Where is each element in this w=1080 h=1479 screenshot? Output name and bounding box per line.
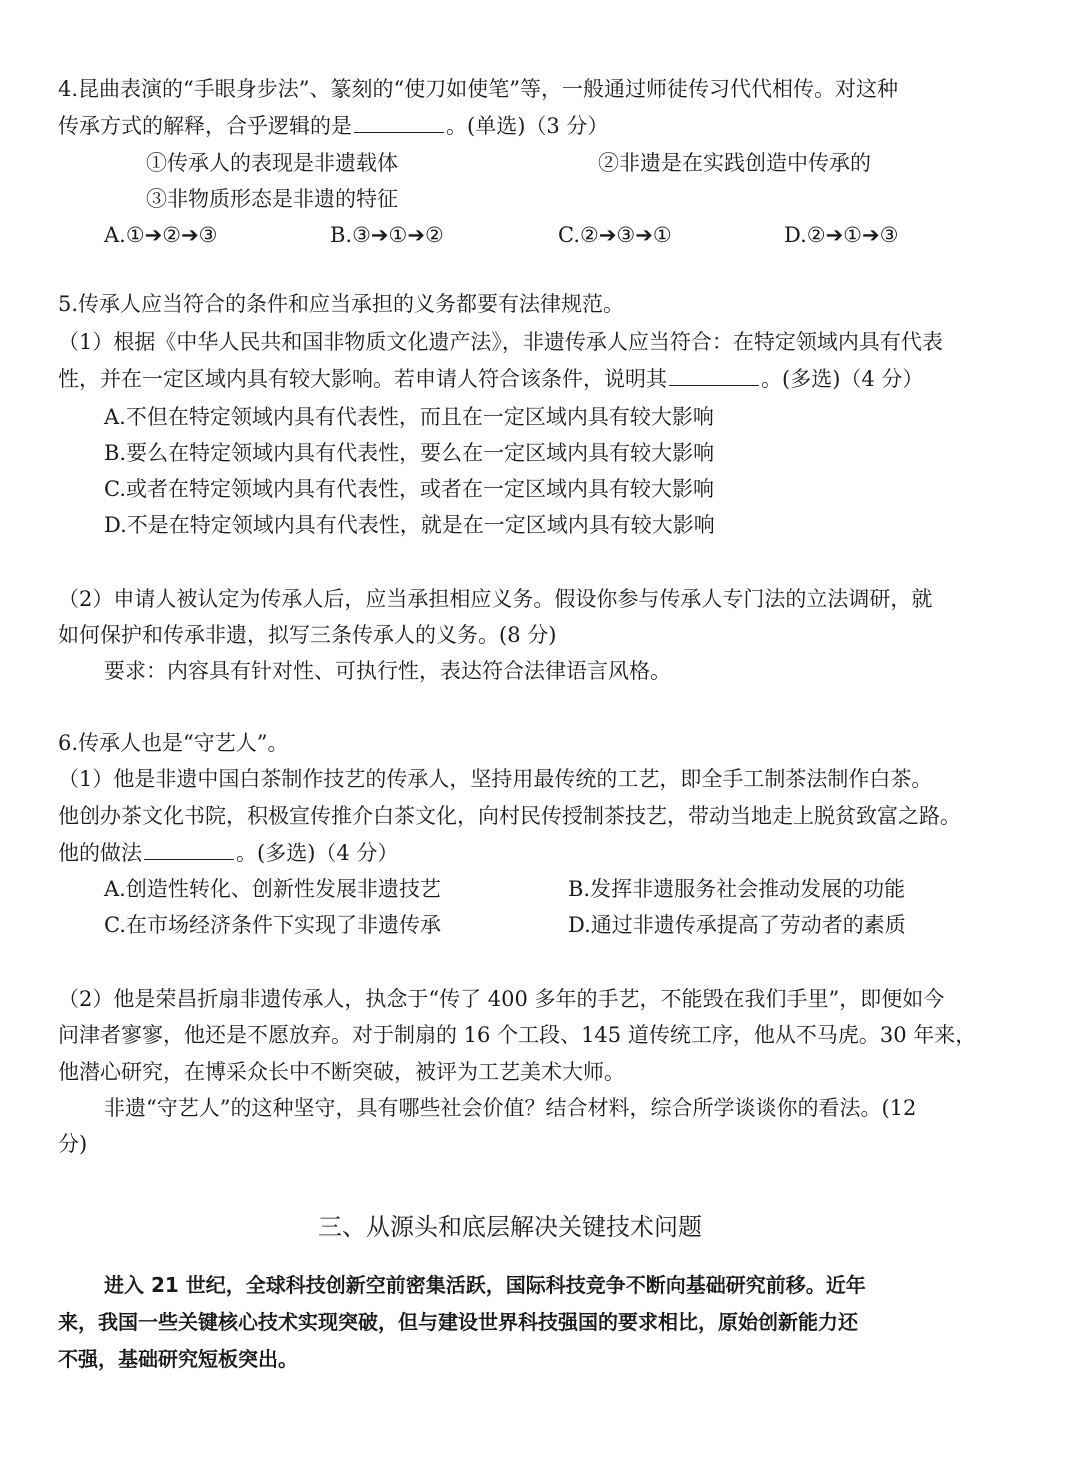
q6-part1-text: 他的做法 bbox=[58, 841, 142, 865]
q6-option-b: B.发挥非遗服务社会推动发展的功能 bbox=[568, 877, 906, 901]
q5-part1-text: 性，并在一定区域内具有较大影响。若申请人符合该条件，说明其 bbox=[58, 367, 667, 391]
q4-option-a: A.①➔②➔③ bbox=[104, 223, 218, 247]
q6-option-c: C.在市场经济条件下实现了非遗传承 bbox=[104, 913, 441, 937]
q4-statement-2: ②非遗是在实践创造中传承的 bbox=[598, 151, 871, 175]
q5-option-d: D.不是在特定领域内具有代表性，就是在一定区域内具有较大影响 bbox=[104, 513, 715, 537]
section-3-para-line2: 来，我国一些关键核心技术实现突破，但与建设世界科技强国的要求相比，原始创新能力还 bbox=[58, 1310, 858, 1334]
q6-part2-line1: （2）他是荣昌折扇非遗传承人，执念于“传了 400 多年的手艺，不能毁在我们手里”，即便如今 bbox=[58, 987, 945, 1011]
q6-part1-line3 bbox=[58, 838, 398, 868]
q5-part1-suffix: 。(多选)（4 分） bbox=[761, 367, 924, 391]
q5-part1-line2 bbox=[58, 364, 923, 394]
q4-answer-blank bbox=[354, 112, 444, 133]
q4-statement-3: ③非物质形态是非遗的特征 bbox=[146, 187, 398, 211]
q6-answer-blank bbox=[144, 839, 234, 860]
q5-answer-blank bbox=[669, 365, 759, 386]
q6-intro: 6.传承人也是“守艺人”。 bbox=[58, 731, 289, 755]
q4-option-d: D.②➔①➔③ bbox=[784, 223, 899, 247]
q6-part2-line3: 他潜心研究，在博采众长中不断突破，被评为工艺美术大师。 bbox=[58, 1060, 625, 1084]
q5-part1-line1: （1）根据《中华人民共和国非物质文化遗产法》，非遗传承人应当符合：在特定领域内具有代表 bbox=[58, 330, 943, 354]
q4-option-b: B.③➔①➔② bbox=[330, 223, 444, 247]
q6-part2-question-line1: 非遗“守艺人”的这种坚守，具有哪些社会价值？结合材料，综合所学谈谈你的看法。(12 bbox=[104, 1096, 917, 1120]
section-3-para-line1: 进入 21 世纪，全球科技创新空前密集活跃，国际科技竞争不断向基础研究前移。近年 bbox=[104, 1273, 866, 1297]
q6-option-a: A.创造性转化、创新性发展非遗技艺 bbox=[104, 877, 441, 901]
section-3-para-line3: 不强，基础研究短板突出。 bbox=[58, 1347, 298, 1371]
q5-part2-line1: （2）申请人被认定为传承人后，应当承担相应义务。假设你参与传承人专门法的立法调研，就 bbox=[58, 587, 933, 611]
q4-statement-1: ①传承人的表现是非遗载体 bbox=[146, 151, 398, 175]
q6-part2-line2: 问津者寥寥，他还是不愿放弃。对于制扇的 16 个工段、145 道传统工序，他从不马虎。30 年来， bbox=[58, 1023, 977, 1047]
q4-option-c: C.②➔③➔① bbox=[558, 223, 672, 247]
q4-stem-line1: 4.昆曲表演的“手眼身步法”、篆刻的“使刀如使笔”等，一般通过师徒传习代代相传。对这种 bbox=[58, 77, 898, 101]
q6-part1-suffix: 。(多选)（4 分） bbox=[236, 841, 399, 865]
q6-part1-line1: （1）他是非遗中国白茶制作技艺的传承人，坚持用最传统的工艺，即全手工制茶法制作白茶。 bbox=[58, 767, 933, 791]
q5-option-a: A.不但在特定领域内具有代表性，而且在一定区域内具有较大影响 bbox=[104, 405, 714, 429]
q4-stem-suffix: 。(单选)（3 分） bbox=[446, 114, 609, 138]
q4-stem-text: 传承方式的解释，合乎逻辑的是 bbox=[58, 114, 352, 138]
q5-intro: 5.传承人应当符合的条件和应当承担的义务都要有法律规范。 bbox=[58, 292, 625, 316]
q6-option-d: D.通过非遗传承提高了劳动者的素质 bbox=[568, 913, 906, 937]
q5-part2-requirement: 要求：内容具有针对性、可执行性，表达符合法律语言风格。 bbox=[104, 659, 671, 683]
section-3-title: 三、从源头和底层解决关键技术问题 bbox=[318, 1213, 702, 1241]
q4-stem-line2 bbox=[58, 111, 608, 141]
q6-part1-line2: 他创办茶文化书院，积极宣传推介白茶文化，向村民传授制茶技艺，带动当地走上脱贫致富之路。 bbox=[58, 804, 961, 828]
q5-option-c: C.或者在特定领域内具有代表性，或者在一定区域内具有较大影响 bbox=[104, 477, 714, 501]
q6-part2-question-line2: 分) bbox=[58, 1132, 88, 1156]
q5-part2-line2: 如何保护和传承非遗，拟写三条传承人的义务。(8 分) bbox=[58, 623, 557, 647]
q5-option-b: B.要么在特定领域内具有代表性，要么在一定区域内具有较大影响 bbox=[104, 441, 715, 465]
